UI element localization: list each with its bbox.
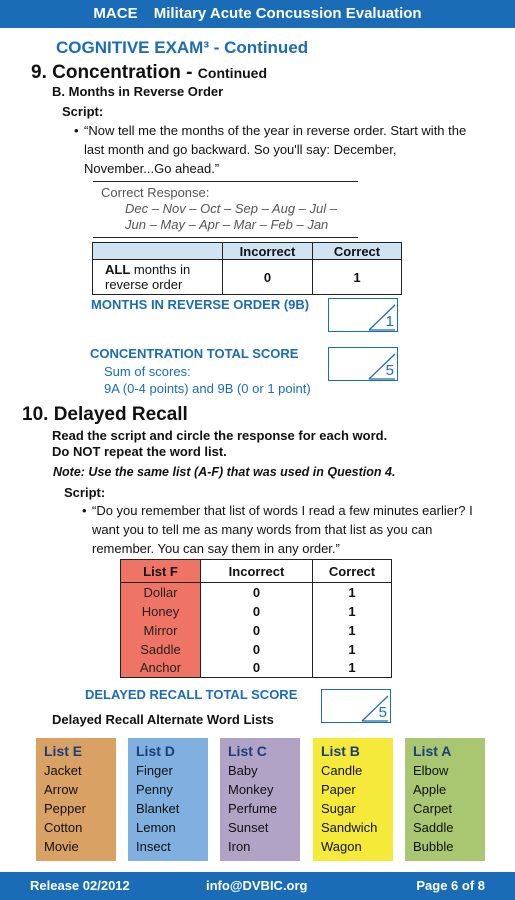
- footer-email[interactable]: info@DVBIC.org: [206, 878, 308, 893]
- recall-correct-value[interactable]: 1: [313, 621, 392, 640]
- word-list-heading: List D: [136, 743, 175, 759]
- recall-col-incorrect: Incorrect: [201, 560, 313, 583]
- word-list-word: Penny: [136, 782, 173, 797]
- recall-word: Saddle: [121, 640, 201, 659]
- header-bar: [0, 0, 515, 28]
- q10-note: Note: Use the same list (A-F) that was used in Question 4.: [53, 465, 396, 479]
- word-list-word: Monkey: [228, 782, 274, 797]
- recall-table-body: [121, 583, 392, 678]
- recall-col-correct: Correct: [313, 560, 392, 583]
- word-list-word: Arrow: [44, 782, 78, 797]
- word-list-word: Baby: [228, 763, 258, 778]
- word-list-word: Sandwich: [321, 820, 378, 835]
- q9-script-text: • “Now tell me the months of the year in reverse order. Start with the last month and go backward. So you'll say: December, November...Go ahead.”: [84, 121, 469, 178]
- months-row-label-all: ALL: [105, 262, 131, 277]
- months-table-blank-header: [93, 243, 223, 260]
- months-table-header: [93, 243, 402, 260]
- months-col-incorrect: Incorrect: [223, 243, 313, 260]
- correct-response-label: Correct Response:: [101, 185, 210, 200]
- q9-title-text: 9. Concentration -: [31, 62, 198, 83]
- recall-incorrect-value[interactable]: 0: [201, 640, 313, 659]
- word-list-word: Lemon: [136, 820, 176, 835]
- alternate-lists-title: Delayed Recall Alternate Word Lists: [52, 712, 274, 727]
- recall-table-row: [121, 602, 392, 621]
- q10-instruction-2: Do NOT repeat the word list.: [52, 444, 227, 459]
- word-list-word: Insect: [136, 839, 171, 854]
- concentration-total-max: 5: [385, 362, 394, 379]
- months-row-label: [93, 260, 223, 295]
- recall-word: Anchor: [121, 659, 201, 678]
- footer-release: Release 02/2012: [30, 878, 130, 893]
- recall-correct-value[interactable]: 1: [313, 640, 392, 659]
- header-title: Military Acute Concussion Evaluation: [153, 5, 422, 22]
- q9-script-label: Script:: [62, 104, 104, 119]
- months-score-box[interactable]: [328, 298, 398, 332]
- recall-incorrect-value[interactable]: 0: [201, 602, 313, 621]
- recall-incorrect-value[interactable]: 0: [201, 583, 313, 602]
- word-list-list-c: [220, 738, 300, 861]
- word-list-word: Sunset: [228, 820, 269, 835]
- q9-title: [31, 62, 267, 84]
- word-list-list-a: [405, 738, 485, 861]
- q10-script-label: Script:: [64, 485, 106, 500]
- months-score-max: 1: [385, 313, 394, 330]
- word-list-heading: List A: [413, 743, 452, 759]
- recall-table-row: [121, 621, 392, 640]
- recall-table-header: [121, 560, 392, 583]
- concentration-total-label: CONCENTRATION TOTAL SCORE: [90, 346, 299, 361]
- correct-response-box: [93, 181, 358, 238]
- months-score-label: MONTHS IN REVERSE ORDER (9B): [91, 297, 310, 312]
- word-list-word: Sugar: [321, 801, 356, 816]
- q9-subtitle: B. Months in Reverse Order: [52, 84, 224, 99]
- months-correct-value[interactable]: 1: [313, 260, 402, 295]
- word-list-word: Wagon: [321, 839, 362, 854]
- concentration-total-box[interactable]: [328, 347, 398, 381]
- recall-correct-value[interactable]: 1: [313, 583, 392, 602]
- word-list-word: Carpet: [413, 801, 453, 816]
- word-list-word: Jacket: [44, 763, 82, 778]
- word-list-word: Iron: [228, 839, 251, 854]
- word-list-word: Elbow: [413, 763, 449, 778]
- recall-correct-value[interactable]: 1: [313, 602, 392, 621]
- correct-response-line2: Jun – May – Apr – Mar – Feb – Jan: [125, 217, 329, 232]
- recall-table-row: [121, 659, 392, 678]
- months-incorrect-value[interactable]: 0: [223, 260, 313, 295]
- word-list-word: Movie: [44, 839, 79, 854]
- recall-word: Dollar: [121, 583, 201, 602]
- word-list-list-b: [313, 738, 393, 861]
- delayed-recall-total-max: 5: [378, 704, 387, 721]
- recall-table-row: [121, 640, 392, 659]
- word-list-word: Paper: [321, 782, 356, 797]
- recall-incorrect-value[interactable]: 0: [201, 621, 313, 640]
- delayed-recall-total-label: DELAYED RECALL TOTAL SCORE: [85, 687, 298, 702]
- word-list-word: Perfume: [228, 801, 278, 816]
- word-list-heading: List E: [44, 743, 83, 759]
- delayed-recall-table: [120, 559, 392, 678]
- word-list-word: Finger: [136, 763, 173, 778]
- alternate-word-lists: [36, 738, 486, 861]
- delayed-recall-total-box[interactable]: [321, 689, 391, 723]
- recall-table-row: [121, 583, 392, 602]
- word-list-word: Pepper: [44, 801, 86, 816]
- footer-bar: [0, 872, 515, 900]
- recall-correct-value[interactable]: 1: [313, 659, 392, 678]
- q10-instruction-1: Read the script and circle the response for each word.: [52, 428, 388, 443]
- footer-page: Page 6 of 8: [416, 878, 485, 893]
- concentration-total-sub1: Sum of scores:: [104, 364, 191, 379]
- header-brand: MACE: [93, 5, 138, 22]
- word-list-word: Cotton: [44, 820, 83, 835]
- q10-title: 10. Delayed Recall: [22, 404, 188, 425]
- word-list-word: Bubble: [413, 839, 454, 854]
- word-list-list-e: [36, 738, 116, 861]
- q9-continued: Continued: [197, 65, 268, 81]
- recall-col-list: List F: [121, 560, 201, 583]
- word-list-word: Candle: [321, 763, 363, 778]
- q10-script-text: • “Do you remember that list of words I read a few minutes earlier? I want you to tell me as many words from that list as you can remember. You can say them in any order.”: [92, 501, 477, 558]
- months-table-row: [93, 260, 402, 295]
- months-reverse-table: [92, 242, 402, 295]
- recall-incorrect-value[interactable]: 0: [201, 659, 313, 678]
- word-list-heading: List C: [228, 743, 267, 759]
- word-list-word: Apple: [413, 782, 447, 797]
- months-col-correct: Correct: [313, 243, 402, 260]
- word-list-word: Saddle: [413, 820, 454, 835]
- word-list-heading: List B: [321, 743, 360, 759]
- recall-word: Honey: [121, 602, 201, 621]
- word-list-word: Blanket: [136, 801, 180, 816]
- months-row-label-rest: months in reverse order: [105, 262, 191, 292]
- word-list-list-d: [128, 738, 208, 861]
- correct-response-line1: Dec – Nov – Oct – Sep – Aug – Jul –: [125, 201, 337, 216]
- section-title: COGNITIVE EXAM³ - Continued: [56, 38, 309, 57]
- concentration-total-sub2: 9A (0-4 points) and 9B (0 or 1 point): [104, 381, 311, 396]
- q10-instructions: [52, 428, 387, 460]
- recall-word: Mirror: [121, 621, 201, 640]
